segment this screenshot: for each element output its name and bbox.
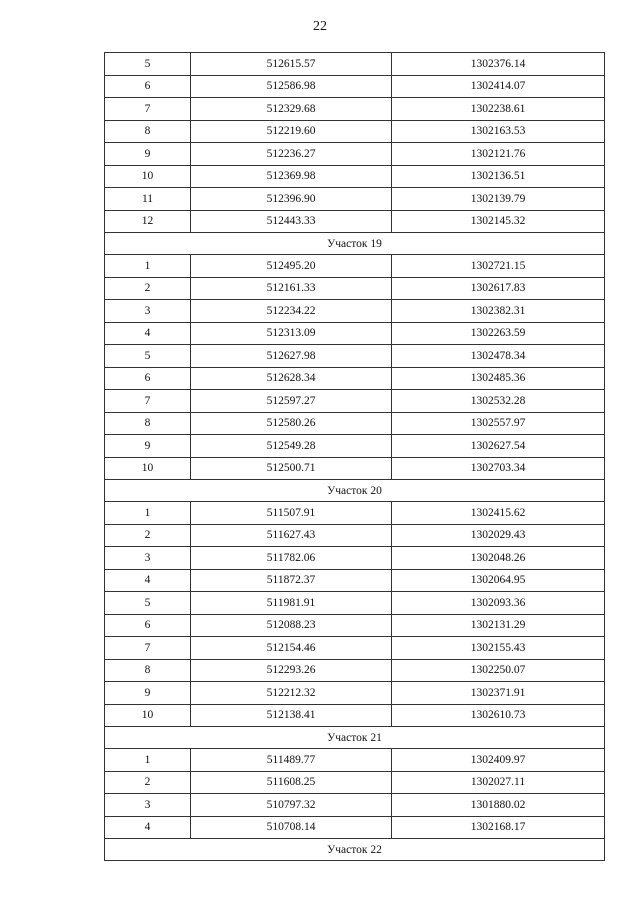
point-number-cell: 1 (105, 749, 191, 772)
x-coordinate-cell: 512161.33 (191, 277, 392, 300)
y-coordinate-cell: 1302382.31 (392, 300, 605, 323)
x-coordinate-cell: 510797.32 (191, 794, 392, 817)
point-number-cell: 4 (105, 322, 191, 345)
table-row (105, 143, 605, 166)
table-row (105, 367, 605, 390)
point-number-cell: 8 (105, 412, 191, 435)
point-number-cell: 6 (105, 367, 191, 390)
point-number-cell: 10 (105, 165, 191, 188)
x-coordinate-cell: 512138.41 (191, 704, 392, 727)
table-row (105, 457, 605, 480)
coordinates-table-body (105, 53, 605, 861)
x-coordinate-cell: 511872.37 (191, 569, 392, 592)
table-row (105, 592, 605, 615)
table-row (105, 277, 605, 300)
x-coordinate-cell: 512549.28 (191, 435, 392, 458)
point-number-cell: 8 (105, 120, 191, 143)
point-number-cell: 5 (105, 592, 191, 615)
x-coordinate-cell: 512313.09 (191, 322, 392, 345)
x-coordinate-cell: 512627.98 (191, 345, 392, 368)
point-number-cell: 1 (105, 502, 191, 525)
point-number-cell: 10 (105, 457, 191, 480)
table-row (105, 322, 605, 345)
y-coordinate-cell: 1302627.54 (392, 435, 605, 458)
y-coordinate-cell: 1302557.97 (392, 412, 605, 435)
x-coordinate-cell: 512443.33 (191, 210, 392, 233)
y-coordinate-cell: 1302168.17 (392, 816, 605, 839)
table-row (105, 412, 605, 435)
coordinates-table (104, 52, 605, 861)
y-coordinate-cell: 1302532.28 (392, 390, 605, 413)
table-row (105, 53, 605, 76)
point-number-cell: 7 (105, 98, 191, 121)
section-title: Участок 22 (105, 839, 605, 861)
section-title: Участок 21 (105, 727, 605, 749)
y-coordinate-cell: 1302145.32 (392, 210, 605, 233)
point-number-cell: 6 (105, 75, 191, 98)
x-coordinate-cell: 512088.23 (191, 614, 392, 637)
y-coordinate-cell: 1302415.62 (392, 502, 605, 525)
table-row (105, 75, 605, 98)
x-coordinate-cell: 512586.98 (191, 75, 392, 98)
x-coordinate-cell: 512500.71 (191, 457, 392, 480)
point-number-cell: 2 (105, 524, 191, 547)
section-title: Участок 19 (105, 233, 605, 255)
y-coordinate-cell: 1302409.97 (392, 749, 605, 772)
x-coordinate-cell: 512597.27 (191, 390, 392, 413)
x-coordinate-cell: 512236.27 (191, 143, 392, 166)
point-number-cell: 9 (105, 143, 191, 166)
x-coordinate-cell: 511507.91 (191, 502, 392, 525)
table-row (105, 390, 605, 413)
y-coordinate-cell: 1302703.34 (392, 457, 605, 480)
y-coordinate-cell: 1302027.11 (392, 771, 605, 794)
table-row (105, 502, 605, 525)
y-coordinate-cell: 1302238.61 (392, 98, 605, 121)
x-coordinate-cell: 512495.20 (191, 255, 392, 278)
y-coordinate-cell: 1302371.91 (392, 682, 605, 705)
table-row (105, 614, 605, 637)
point-number-cell: 7 (105, 637, 191, 660)
x-coordinate-cell: 511489.77 (191, 749, 392, 772)
point-number-cell: 8 (105, 659, 191, 682)
table-row (105, 165, 605, 188)
point-number-cell: 4 (105, 816, 191, 839)
y-coordinate-cell: 1302048.26 (392, 547, 605, 570)
point-number-cell: 2 (105, 771, 191, 794)
y-coordinate-cell: 1302064.95 (392, 569, 605, 592)
table-row (105, 771, 605, 794)
x-coordinate-cell: 511981.91 (191, 592, 392, 615)
y-coordinate-cell: 1302121.76 (392, 143, 605, 166)
x-coordinate-cell: 512212.32 (191, 682, 392, 705)
x-coordinate-cell: 511782.06 (191, 547, 392, 570)
section-header-row (105, 233, 605, 255)
y-coordinate-cell: 1301880.02 (392, 794, 605, 817)
y-coordinate-cell: 1302376.14 (392, 53, 605, 76)
point-number-cell: 6 (105, 614, 191, 637)
section-header-row (105, 839, 605, 861)
point-number-cell: 10 (105, 704, 191, 727)
y-coordinate-cell: 1302610.73 (392, 704, 605, 727)
table-row (105, 120, 605, 143)
x-coordinate-cell: 512396.90 (191, 188, 392, 211)
point-number-cell: 3 (105, 794, 191, 817)
table-row (105, 659, 605, 682)
y-coordinate-cell: 1302136.51 (392, 165, 605, 188)
point-number-cell: 7 (105, 390, 191, 413)
x-coordinate-cell: 512369.98 (191, 165, 392, 188)
x-coordinate-cell: 512329.68 (191, 98, 392, 121)
x-coordinate-cell: 511627.43 (191, 524, 392, 547)
point-number-cell: 9 (105, 435, 191, 458)
y-coordinate-cell: 1302250.07 (392, 659, 605, 682)
y-coordinate-cell: 1302414.07 (392, 75, 605, 98)
table-row (105, 816, 605, 839)
y-coordinate-cell: 1302721.15 (392, 255, 605, 278)
section-header-row (105, 727, 605, 749)
table-row (105, 682, 605, 705)
point-number-cell: 4 (105, 569, 191, 592)
x-coordinate-cell: 512293.26 (191, 659, 392, 682)
table-row (105, 794, 605, 817)
table-row (105, 749, 605, 772)
point-number-cell: 2 (105, 277, 191, 300)
point-number-cell: 3 (105, 300, 191, 323)
x-coordinate-cell: 511608.25 (191, 771, 392, 794)
x-coordinate-cell: 512154.46 (191, 637, 392, 660)
x-coordinate-cell: 512234.22 (191, 300, 392, 323)
page-number: 22 (313, 19, 327, 34)
point-number-cell: 9 (105, 682, 191, 705)
point-number-cell: 3 (105, 547, 191, 570)
table-row (105, 547, 605, 570)
table-row (105, 345, 605, 368)
section-header-row (105, 480, 605, 502)
table-row (105, 569, 605, 592)
table-row (105, 300, 605, 323)
table-row (105, 435, 605, 458)
y-coordinate-cell: 1302093.36 (392, 592, 605, 615)
point-number-cell: 5 (105, 345, 191, 368)
y-coordinate-cell: 1302263.59 (392, 322, 605, 345)
y-coordinate-cell: 1302139.79 (392, 188, 605, 211)
table-row (105, 524, 605, 547)
x-coordinate-cell: 510708.14 (191, 816, 392, 839)
section-title: Участок 20 (105, 480, 605, 502)
table-row (105, 704, 605, 727)
table-row (105, 255, 605, 278)
y-coordinate-cell: 1302131.29 (392, 614, 605, 637)
point-number-cell: 5 (105, 53, 191, 76)
x-coordinate-cell: 512615.57 (191, 53, 392, 76)
point-number-cell: 12 (105, 210, 191, 233)
x-coordinate-cell: 512580.26 (191, 412, 392, 435)
table-row (105, 210, 605, 233)
point-number-cell: 1 (105, 255, 191, 278)
y-coordinate-cell: 1302485.36 (392, 367, 605, 390)
table-row (105, 98, 605, 121)
table-row (105, 637, 605, 660)
point-number-cell: 11 (105, 188, 191, 211)
y-coordinate-cell: 1302029.43 (392, 524, 605, 547)
y-coordinate-cell: 1302163.53 (392, 120, 605, 143)
x-coordinate-cell: 512219.60 (191, 120, 392, 143)
y-coordinate-cell: 1302617.83 (392, 277, 605, 300)
y-coordinate-cell: 1302478.34 (392, 345, 605, 368)
x-coordinate-cell: 512628.34 (191, 367, 392, 390)
y-coordinate-cell: 1302155.43 (392, 637, 605, 660)
table-row (105, 188, 605, 211)
